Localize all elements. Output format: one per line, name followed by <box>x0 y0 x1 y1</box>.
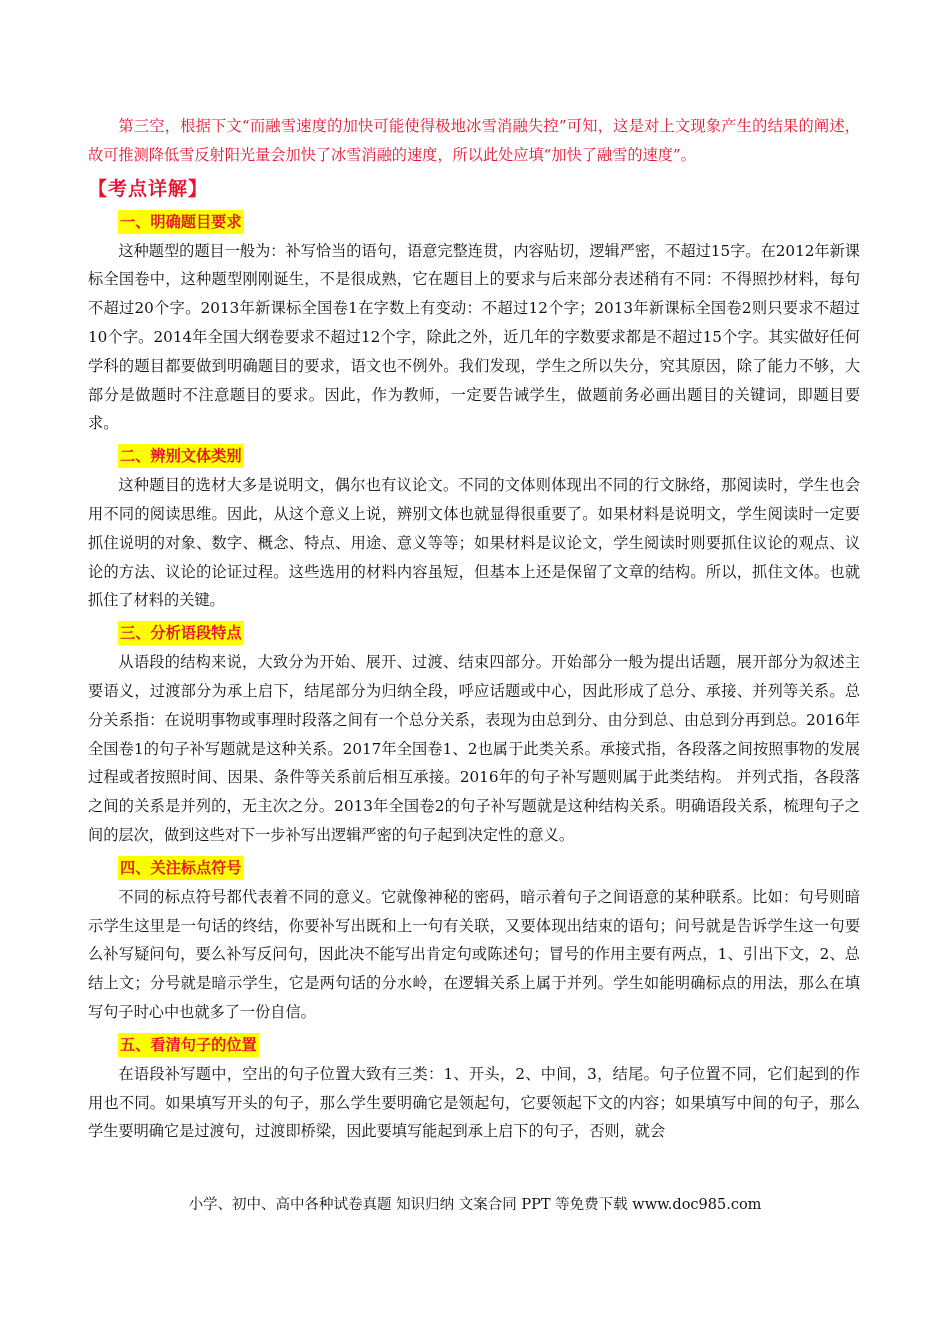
section-title: 二、辨别文体类别 <box>118 444 244 468</box>
section-title: 五、看清句子的位置 <box>118 1033 259 1057</box>
section-2 <box>88 444 860 615</box>
document-page <box>88 112 860 1146</box>
section-body: 在语段补写题中，空出的句子位置大致有三类：1、开头，2、中间，3，结尾。句子位置不同，它们起到的作用也不同。如果填写开头的句子，那么学生要明确它是领起句，它要领起下文的内容；如果填写中间的句子，那么学生要明确它是过渡句，过渡即桥梁，因此要填写能起到承上启下的句子，否则，就会 <box>88 1064 860 1141</box>
section-title: 一、明确题目要求 <box>118 210 244 234</box>
section-body: 不同的标点符号都代表着不同的意义。它就像神秘的密码，暗示着句子之间语意的某种联系。比如：句号则暗示学生这里是一句话的终结，你要补写出既和上一句有关联，又要体现出结束的语句；问号就是告诉学生这一句要么补写疑问句，要么补写反问句，因此决不能写出肯定句或陈述句；冒号的作用主要有两点，1、引出下文，2、总结上文；分号就是暗示学生，它是两句话的分水岭，在逻辑关系上属于并列。学生如能明确标点的用法，那么在填写句子时心中也就多了一份自信。 <box>88 887 860 1021</box>
section-3 <box>88 621 860 850</box>
section-5 <box>88 1033 860 1146</box>
section-body: 这种题型的题目一般为：补写恰当的语句，语意完整连贯，内容贴切，逻辑严密，不超过15字。在2012年新课标全国卷中，这种题型刚刚诞生，不是很成熟，它在题目上的要求与后来部分表述稍有不同：不得照抄材料，每句不超过20个字。2013年新课标全国卷1在字数上有变动：不超过12个字；2013年新课标全国卷2则只要求不超过10个字。2014年全国大纲卷要求不超过12个字，除此之外，近几年的字数要求都是不超过15个字。其实做好任何学科的题目都要做到明确题目的要求，语文也不例外。我们发现，学生之所以失分，究其原因，除了能力不够，大部分是做题时不注意题目的要求。因此，作为教师，一定要告诫学生，做题前务必画出题目的关键词，即题目要求。 <box>88 241 860 433</box>
section-body: 从语段的结构来说，大致分为开始、展开、过渡、结束四部分。开始部分一般为提出话题，展开部分为叙述主要语义，过渡部分为承上启下，结尾部分为归纳全段，呼应话题或中心，因此形成了总分、承接、并列等关系。总分关系指：在说明事物或事理时段落之间有一个总分关系，表现为由总到分、由分到总、由总到分再到总。2016年全国卷1的句子补写题就是这种关系。2017年全国卷1、2也属于此类关系。承接式指，各段落之间按照事物的发展过程或者按照时间、因果、条件等关系前后相互承接。2016年的句子补写题则属于此类结构。 并列式指，各段落之间的关系是并列的，无主次之分。2013年全国卷2的句子补写题就是这种结构关系。明确语段关系，梳理句子之间的层次，做到这些对下一步补写出逻辑严密的句子起到决定性的意义。 <box>88 653 860 844</box>
section-title: 三、分析语段特点 <box>118 621 244 645</box>
section-title: 四、关注标点符号 <box>118 856 244 880</box>
section-1 <box>88 210 860 439</box>
page-footer: 小学、初中、高中各种试卷真题 知识归纳 文案合同 PPT 等免费下载 www.doc985.com <box>188 1197 762 1213</box>
section-body: 这种题目的选材大多是说明文，偶尔也有议论文。不同的文体则体现出不同的行文脉络，那阅读时，学生也会用不同的阅读思维。因此，从这个意义上说，辨别文体也就显得很重要了。如果材料是说明文，学生阅读时一定要抓住说明的对象、数字、概念、特点、用途、意义等等；如果材料是议论文，学生阅读时则要抓住议论的观点、议论的方法、议论的论证过程。这些选用的材料内容虽短，但基本上还是保留了文章的结构。所以，抓住文体。也就抓住了材料的关键。 <box>88 476 860 610</box>
intro-paragraph: 第三空，根据下文“而融雪速度的加快可能使得极地冰雪消融失控”可知，这是对上文现象产生的结果的阐述，故可推测降低雪反射阳光量会加快了冰雪消融的速度，所以此处应填“加快了融雪的速度”。 <box>88 117 860 164</box>
main-heading: 【考点详解】 <box>88 177 209 200</box>
section-4 <box>88 856 860 1027</box>
